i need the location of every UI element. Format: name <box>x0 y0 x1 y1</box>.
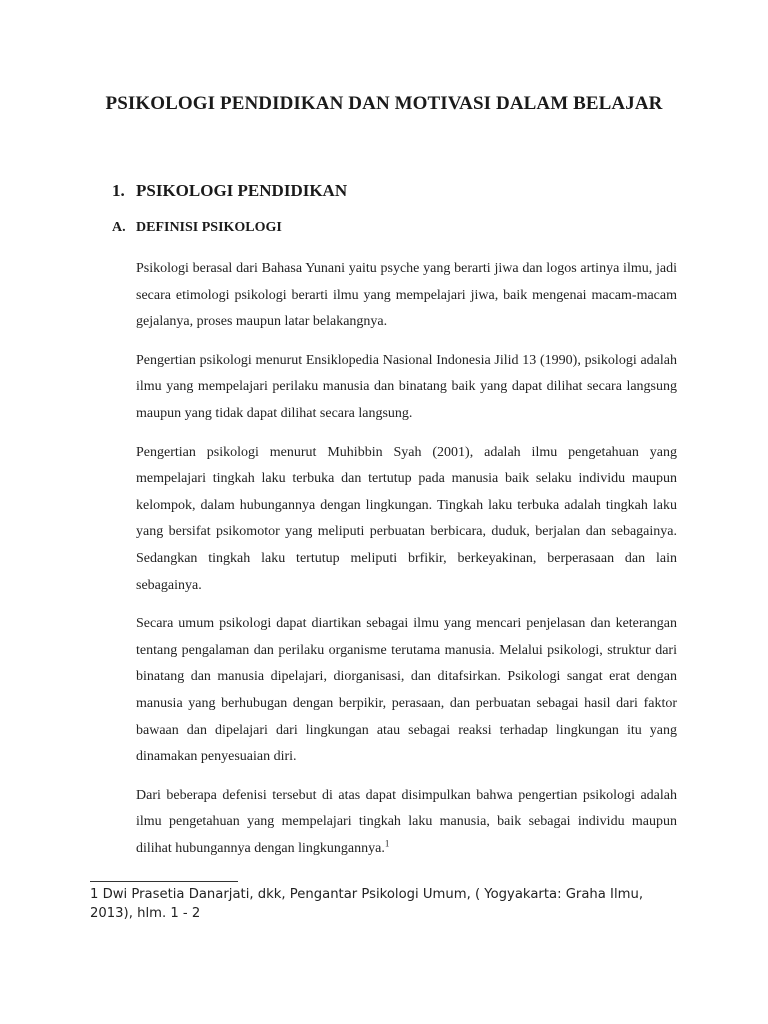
paragraph-last <box>136 783 677 863</box>
paragraph-text: Dari beberapa defenisi tersebut di atas dapat disimpulkan bahwa pengertian psikologi adalah ilmu pengetahuan yang mempelajari tingkah laku manusia, baik sebagai individu maupun dilihat hubungannya dengan lingkungannya. <box>136 787 677 856</box>
body-text <box>136 256 677 874</box>
document-title: PSIKOLOGI PENDIDIKAN DAN MOTIVASI DALAM BELAJAR <box>105 93 663 114</box>
paragraph: Pengertian psikologi menurut Muhibbin Syah (2001), adalah ilmu pengetahuan yang mempelajari tingkah laku terbuka dan tertutup pada manusia baik selaku individu maupun kelompok, dalam hubungannya dengan lingkungan. Tingkah laku terbuka adalah tingkah laku yang bersifat psikomotor yang meliputi perbuatan berbicara, duduk, berjalan dan sebagainya. Sedangkan tingkah laku tertutup meliputi brfikir, berkeyakinan, berperasaan dan lain sebagainya. <box>136 444 677 593</box>
paragraph: Pengertian psikologi menurut Ensiklopedia Nasional Indonesia Jilid 13 (1990), psikologi adalah ilmu yang mempelajari perilaku manusia dan binatang baik yang dapat dilihat secara langsung maupun yang tidak dapat dilihat secara langsung. <box>136 352 677 421</box>
section-title: PSIKOLOGI PENDIDIKAN <box>136 181 348 200</box>
subsection-letter: A. <box>112 220 126 235</box>
footnote-marker: 1 <box>384 838 390 849</box>
footnote-separator <box>90 881 238 882</box>
footnote: 1 Dwi Prasetia Danarjati, dkk, Pengantar Psikologi Umum, ( Yogyakarta: Graha Ilmu, 2013), hlm. 1 - 2 <box>90 887 644 921</box>
section-heading <box>112 181 347 201</box>
paragraph: Secara umum psikologi dapat diartikan sebagai ilmu yang mencari penjelasan dan keterangan tentang pengalaman dan perilaku organisme terutama manusia. Melalui psikologi, struktur dari binatang dan manusia dipelajari, diorganisasi, dan ditafsirkan. Psikologi sangat erat dengan manusia yang berhubugan dengan berpikir, perasaan, dan perbuatan sebagai hasil dari faktor bawaan dan dipelajari dari lingkungan atau sebagai reaksi terhadap lingkungan itu yang dinamakan penyesuaian diri. <box>136 616 677 765</box>
section-number: 1. <box>112 181 125 200</box>
subsection-heading <box>112 220 282 236</box>
paragraph: Psikologi berasal dari Bahasa Yunani yaitu psyche yang berarti jiwa dan logos artinya ilmu, jadi secara etimologi psikologi berarti ilmu yang mempelajari jiwa, baik mengenai macam-macam gejalanya, proses maupun latar belakangnya. <box>136 261 677 330</box>
subsection-title: DEFINISI PSIKOLOGI <box>136 220 282 235</box>
